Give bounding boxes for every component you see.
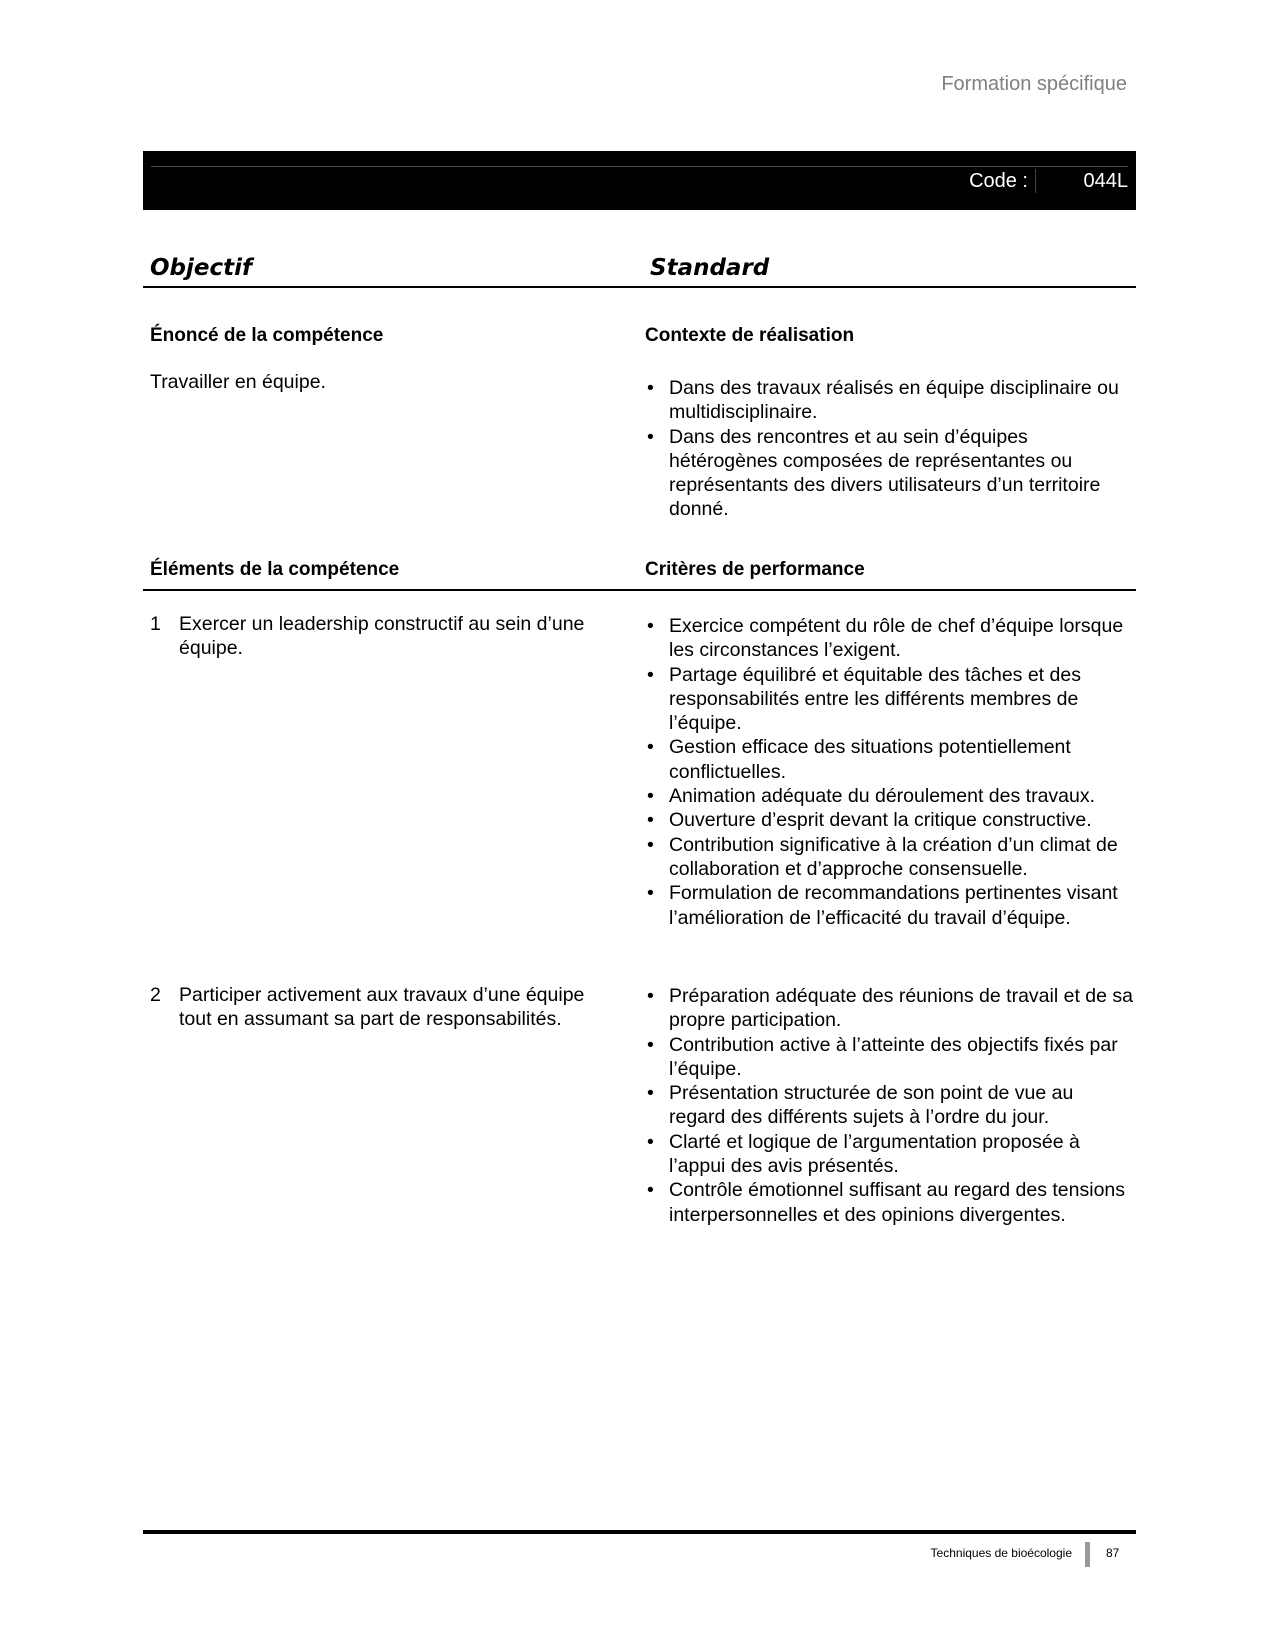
- code-separator: [1035, 169, 1036, 193]
- footer-separator: [1085, 1542, 1090, 1567]
- footer-title: Techniques de bioécologie: [930, 1546, 1072, 1560]
- element-item: [150, 983, 620, 1032]
- page-number: 87: [1106, 1546, 1120, 1560]
- criteria-list: [645, 984, 1135, 1227]
- criteria-item: • Formulation de recommandations pertinentes visant l’amélioration de l’efficacité du travail d’équipe.: [645, 881, 1135, 930]
- criteria-item: • Contribution active à l’atteinte des objectifs fixés par l’équipe.: [645, 1033, 1135, 1082]
- context-item: • Dans des travaux réalisés en équipe disciplinaire ou multidisciplinaire.: [645, 376, 1135, 425]
- column-title-standard: Standard: [650, 255, 770, 281]
- criteria-item: • Contrôle émotionnel suffisant au regard des tensions interpersonnelles et des opinions divergentes.: [645, 1178, 1135, 1227]
- criteria-item: • Contribution significative à la création d’un climat de collaboration et d’approche consensuelle.: [645, 833, 1135, 882]
- competence-text: Travailler en équipe.: [150, 371, 326, 393]
- criteria-item: • Animation adéquate du déroulement des travaux.: [645, 784, 1135, 808]
- competence-heading: Énoncé de la compétence: [150, 325, 384, 346]
- column-title-objectif: Objectif: [150, 255, 253, 281]
- code-band-rule: [151, 166, 1128, 167]
- criteria-heading: Critères de performance: [645, 559, 865, 580]
- element-number: 2: [150, 984, 161, 1006]
- code-band: [143, 151, 1136, 210]
- column-title-rule: [143, 286, 1136, 288]
- criteria-item: • Exercice compétent du rôle de chef d’équipe lorsque les circonstances l’exigent.: [645, 614, 1135, 663]
- code-value: 044L: [1083, 170, 1128, 192]
- running-head: Formation spécifique: [941, 73, 1127, 95]
- criteria-item: • Gestion efficace des situations potentiellement conflictuelles.: [645, 735, 1135, 784]
- context-list: [645, 376, 1135, 522]
- element-item: [150, 612, 620, 661]
- code-label: Code :: [969, 170, 1028, 192]
- criteria-item: • Partage équilibré et équitable des tâches et des responsabilités entre les différents membres de l’équipe.: [645, 663, 1135, 736]
- criteria-item: • Ouverture d’esprit devant la critique constructive.: [645, 808, 1135, 832]
- context-heading: Contexte de réalisation: [645, 325, 855, 346]
- footer-rule: [143, 1530, 1136, 1534]
- element-number: 1: [150, 613, 161, 635]
- element-text: Participer activement aux travaux d’une équipe tout en assumant sa part de responsabilités.: [179, 984, 585, 1031]
- criteria-list: [645, 614, 1135, 930]
- criteria-item: • Clarté et logique de l’argumentation proposée à l’appui des avis présentés.: [645, 1130, 1135, 1179]
- element-text: Exercer un leadership constructif au sein d’une équipe.: [179, 613, 585, 660]
- elements-heading: Éléments de la compétence: [150, 559, 400, 580]
- criteria-item: • Préparation adéquate des réunions de travail et de sa propre participation.: [645, 984, 1135, 1033]
- context-item: • Dans des rencontres et au sein d’équipes hétérogènes composées de représentantes ou représentants des divers utilisateurs d’un territoire donné.: [645, 425, 1135, 522]
- elements-rule: [143, 589, 1136, 591]
- criteria-item: • Présentation structurée de son point de vue au regard des différents sujets à l’ordre du jour.: [645, 1081, 1135, 1130]
